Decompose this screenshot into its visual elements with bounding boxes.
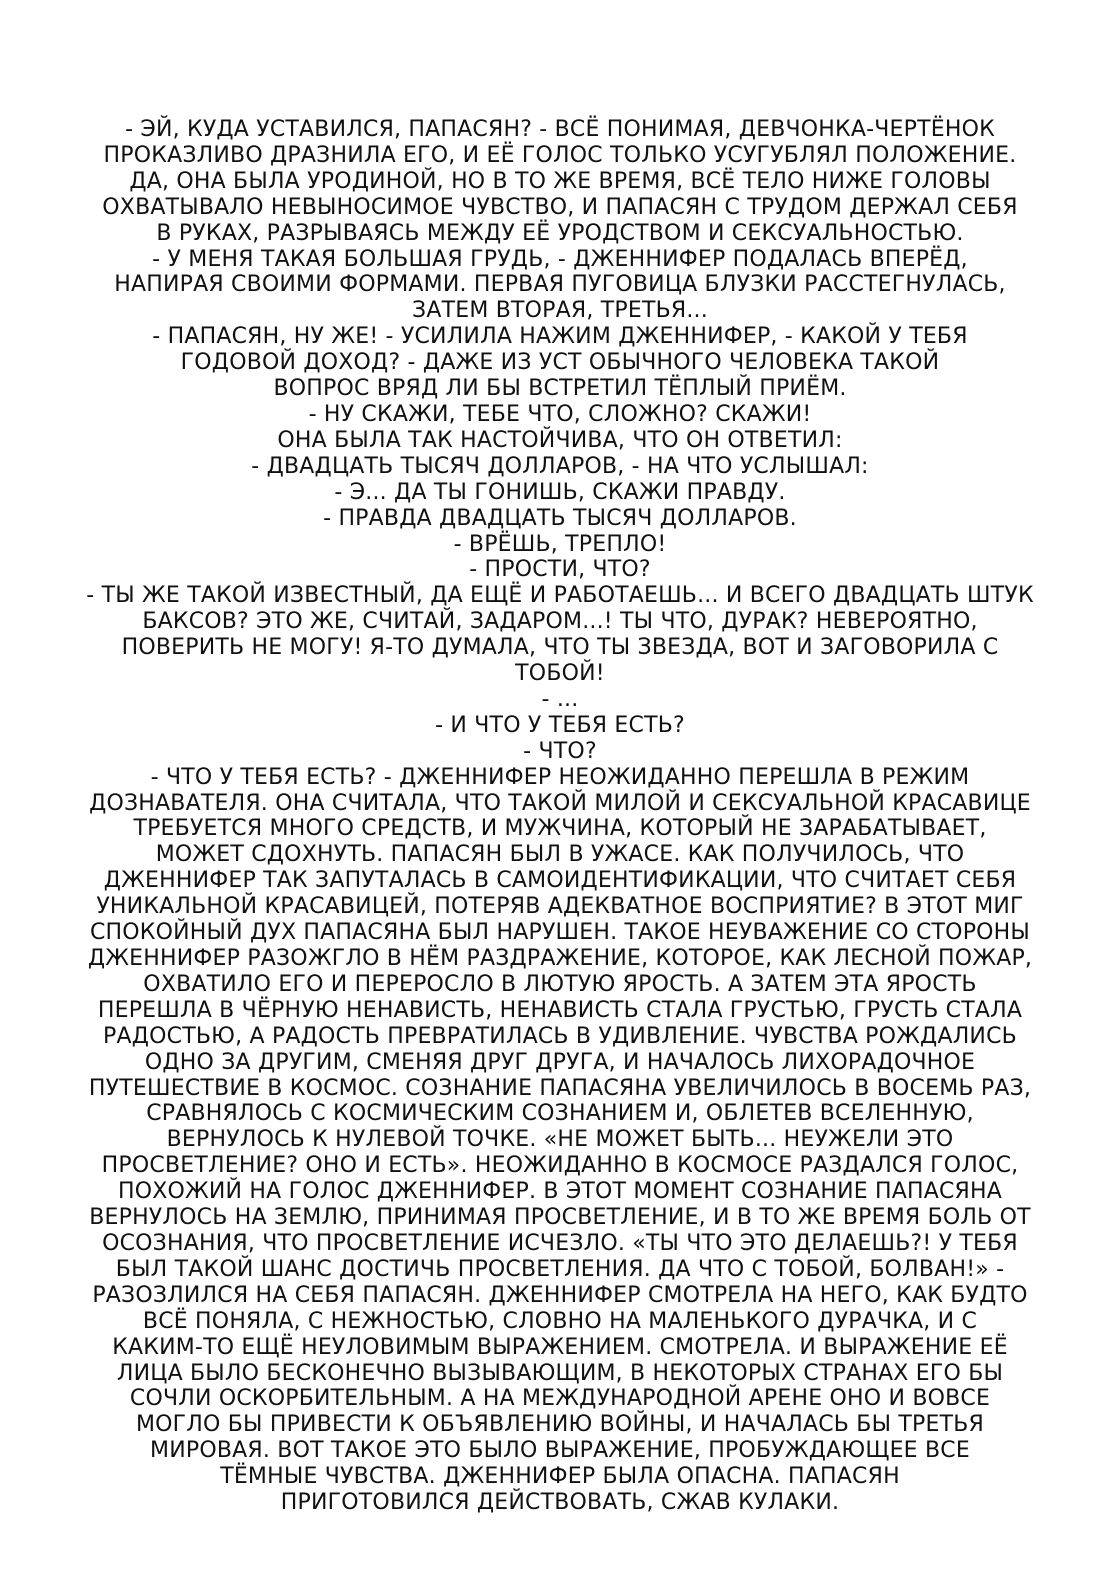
text-line: МИРОВАЯ. ВОТ ТАКОЕ ЭТО БЫЛО ВЫРАЖЕНИЕ, ПРОБУЖДАЮЩЕЕ ВСЕ [150,1438,970,1464]
text-line: ВСЁ ПОНЯЛА, С НЕЖНОСТЬЮ, СЛОВНО НА МАЛЕНЬКОГО ДУРАЧКА, И С [142,1308,978,1334]
text-line: - ПРОСТИ, ЧТО? [469,557,651,583]
text-line: ОСОЗНАНИЯ, ЧТО ПРОСВЕТЛЕНИЕ ИСЧЕЗЛО. «ТЫ ЧТО ЭТО ДЕЛАЕШЬ?! У ТЕБЯ [102,1230,1018,1256]
text-line: - ЧТО? [523,738,597,764]
text-line: - И ЧТО У ТЕБЯ ЕСТЬ? [435,712,685,738]
text-line: ПРИГОТОВИЛСЯ ДЕЙСТВОВАТЬ, СЖАВ КУЛАКИ. [280,1490,840,1516]
text-line: - Э... ДА ТЫ ГОНИШЬ, СКАЖИ ПРАВДУ. [334,479,786,505]
story-text-block [80,117,1040,1516]
text-line: СОЧЛИ ОСКОРБИТЕЛЬНЫМ. А НА МЕЖДУНАРОДНОЙ АРЕНЕ ОНО И ВОВСЕ [129,1386,991,1412]
text-line: ОДНО ЗА ДРУГИМ, СМЕНЯЯ ДРУГ ДРУГА, И НАЧАЛОСЬ ЛИХОРАДОЧНОЕ [144,1049,976,1075]
text-line: ЗАТЕМ ВТОРАЯ, ТРЕТЬЯ... [412,298,708,324]
text-line: МОЖЕТ СДОХНУТЬ. ПАПАСЯН БЫЛ В УЖАСЕ. КАК ПОЛУЧИЛОСЬ, ЧТО [155,842,965,868]
text-line: ОНА БЫЛА ТАК НАСТОЙЧИВА, ЧТО ОН ОТВЕТИЛ: [277,427,843,453]
text-line: РАЗОЗЛИЛСЯ НА СЕБЯ ПАПАСЯН. ДЖЕННИФЕР СМОТРЕЛА НА НЕГО, КАК БУДТО [92,1282,1028,1308]
text-line: БЫЛ ТАКОЙ ШАНС ДОСТИЧЬ ПРОСВЕТЛЕНИЯ. ДА ЧТО С ТОБОЙ, БОЛВАН!» - [115,1256,1005,1282]
text-line: ПОХОЖИЙ НА ГОЛОС ДЖЕННИФЕР. В ЭТОТ МОМЕНТ СОЗНАНИЕ ПАПАСЯНА [117,1179,1003,1205]
text-line: ПЕРЕШЛА В ЧЁРНУЮ НЕНАВИСТЬ, НЕНАВИСТЬ СТАЛА ГРУСТЬЮ, ГРУСТЬ СТАЛА [97,997,1023,1023]
text-line: - ТЫ ЖЕ ТАКОЙ ИЗВЕСТНЫЙ, ДА ЕЩЁ И РАБОТАЕШЬ... И ВСЕГО ДВАДЦАТЬ ШТУК [86,583,1034,609]
text-line: ТЁМНЫЕ ЧУВСТВА. ДЖЕННИФЕР БЫЛА ОПАСНА. ПАПАСЯН [220,1464,900,1490]
text-line: ЛИЦА БЫЛО БЕСКОНЕЧНО ВЫЗЫВАЮЩИМ, В НЕКОТОРЫХ СТРАНАХ ЕГО БЫ [116,1360,1004,1386]
text-line: ГОДОВОЙ ДОХОД? - ДАЖЕ ИЗ УСТ ОБЫЧНОГО ЧЕЛОВЕКА ТАКОЙ [180,350,940,376]
text-line: - У МЕНЯ ТАКАЯ БОЛЬШАЯ ГРУДЬ, - ДЖЕННИФЕР ПОДАЛАСЬ ВПЕРЁД, [152,246,968,272]
text-line: ПУТЕШЕСТВИЕ В КОСМОС. СОЗНАНИЕ ПАПАСЯНА УВЕЛИЧИЛОСЬ В ВОСЕМЬ РАЗ, [88,1075,1032,1101]
text-line: НАПИРАЯ СВОИМИ ФОРМАМИ. ПЕРВАЯ ПУГОВИЦА БЛУЗКИ РАССТЕГНУЛАСЬ, [114,272,1006,298]
text-line: ВЕРНУЛОСЬ К НУЛЕВОЙ ТОЧКЕ. «НЕ МОЖЕТ БЫТЬ... НЕУЖЕЛИ ЭТО [166,1127,954,1153]
text-line: ПОВЕРИТЬ НЕ МОГУ! Я-ТО ДУМАЛА, ЧТО ТЫ ЗВЕЗДА, ВОТ И ЗАГОВОРИЛА С [121,635,999,661]
text-line: ДЖЕННИФЕР РАЗОЖГЛО В НЁМ РАЗДРАЖЕНИЕ, КОТОРОЕ, КАК ЛЕСНОЙ ПОЖАР, [87,946,1033,971]
text-line: СПОКОЙНЫЙ ДУХ ПАПАСЯНА БЫЛ НАРУШЕН. ТАКОЕ НЕУВАЖЕНИЕ СО СТОРОНЫ [89,920,1031,946]
text-line: - ДВАДЦАТЬ ТЫСЯЧ ДОЛЛАРОВ, - НА ЧТО УСЛЫШАЛ: [251,453,869,479]
text-line: ПРОСВЕТЛЕНИЕ? ОНО И ЕСТЬ». НЕОЖИДАННО В КОСМОСЕ РАЗДАЛСЯ ГОЛОС, [101,1153,1019,1179]
text-line: ДА, ОНА БЫЛА УРОДИНОЙ, НО В ТО ЖЕ ВРЕМЯ, ВСЁ ТЕЛО НИЖЕ ГОЛОВЫ [129,168,991,194]
text-line: ДЖЕННИФЕР ТАК ЗАПУТАЛАСЬ В САМОИДЕНТИФИКАЦИИ, ЧТО СЧИТАЕТ СЕБЯ [103,868,1017,894]
text-line: - ЧТО У ТЕБЯ ЕСТЬ? - ДЖЕННИФЕР НЕОЖИДАННО ПЕРЕШЛА В РЕЖИМ [150,764,970,790]
text-line: БАКСОВ? ЭТО ЖЕ, СЧИТАЙ, ЗАДАРОМ...! ТЫ ЧТО, ДУРАК? НЕВЕРОЯТНО, [142,609,978,635]
text-line: ТРЕБУЕТСЯ МНОГО СРЕДСТВ, И МУЖЧИНА, КОТОРЫЙ НЕ ЗАРАБАТЫВАЕТ, [133,816,987,842]
text-line: - НУ СКАЖИ, ТЕБЕ ЧТО, СЛОЖНО? СКАЖИ! [308,401,812,427]
text-line: УНИКАЛЬНОЙ КРАСАВИЦЕЙ, ПОТЕРЯВ АДЕКВАТНОЕ ВОСПРИЯТИЕ? В ЭТОТ МИГ [96,894,1024,920]
text-line: ОХВАТИЛО ЕГО И ПЕРЕРОСЛО В ЛЮТУЮ ЯРОСТЬ. А ЗАТЕМ ЭТА ЯРОСТЬ [143,971,977,997]
text-line: - ПАПАСЯН, НУ ЖЕ! - УСИЛИЛА НАЖИМ ДЖЕННИФЕР, - КАКОЙ У ТЕБЯ [152,324,968,350]
text-line: КАКИМ-ТО ЕЩЁ НЕУЛОВИМЫМ ВЫРАЖЕНИЕМ. СМОТРЕЛА. И ВЫРАЖЕНИЕ ЕЁ [112,1334,1008,1360]
text-line: - ВРЁШЬ, ТРЕПЛО! [453,531,667,557]
text-line: ПРОКАЗЛИВО ДРАЗНИЛА ЕГО, И ЕЁ ГОЛОС ТОЛЬКО УСУГУБЛЯЛ ПОЛОЖЕНИЕ. [103,142,1017,168]
text-line: ВЕРНУЛОСЬ НА ЗЕМЛЮ, ПРИНИМАЯ ПРОСВЕТЛЕНИЕ, И В ТО ЖЕ ВРЕМЯ БОЛЬ ОТ [89,1205,1031,1231]
text-line: РАДОСТЬЮ, А РАДОСТЬ ПРЕВРАТИЛАСЬ В УДИВЛЕНИЕ. ЧУВСТВА РОЖДАЛИСЬ [103,1023,1017,1049]
text-line: ТОБОЙ! [515,661,605,687]
text-line: - ЭЙ, КУДА УСТАВИЛСЯ, ПАПАСЯН? - ВСЁ ПОНИМАЯ, ДЕВЧОНКА-ЧЕРТЁНОК [125,117,995,142]
text-line: ВОПРОС ВРЯД ЛИ БЫ ВСТРЕТИЛ ТЁПЛЫЙ ПРИЁМ. [273,376,847,402]
text-line: - ПРАВДА ДВАДЦАТЬ ТЫСЯЧ ДОЛЛАРОВ. [323,505,797,531]
text-line: МОГЛО БЫ ПРИВЕСТИ К ОБЪЯВЛЕНИЮ ВОЙНЫ, И НАЧАЛАСЬ БЫ ТРЕТЬЯ [135,1412,985,1438]
text-line: СРАВНЯЛОСЬ С КОСМИЧЕСКИМ СОЗНАНИЕМ И, ОБЛЕТЕВ ВСЕЛЕННУЮ, [146,1101,974,1127]
text-line: В РУКАХ, РАЗРЫВАЯСЬ МЕЖДУ ЕЁ УРОДСТВОМ И СЕКСУАЛЬНОСТЬЮ. [156,220,964,246]
text-line: ДОЗНАВАТЕЛЯ. ОНА СЧИТАЛА, ЧТО ТАКОЙ МИЛОЙ И СЕКСУАЛЬНОЙ КРАСАВИЦЕ [89,790,1031,816]
text-line: - ... [541,686,579,712]
text-line: ОХВАТЫВАЛО НЕВЫНОСИМОЕ ЧУВСТВО, И ПАПАСЯН С ТРУДОМ ДЕРЖАЛ СЕБЯ [102,194,1018,220]
